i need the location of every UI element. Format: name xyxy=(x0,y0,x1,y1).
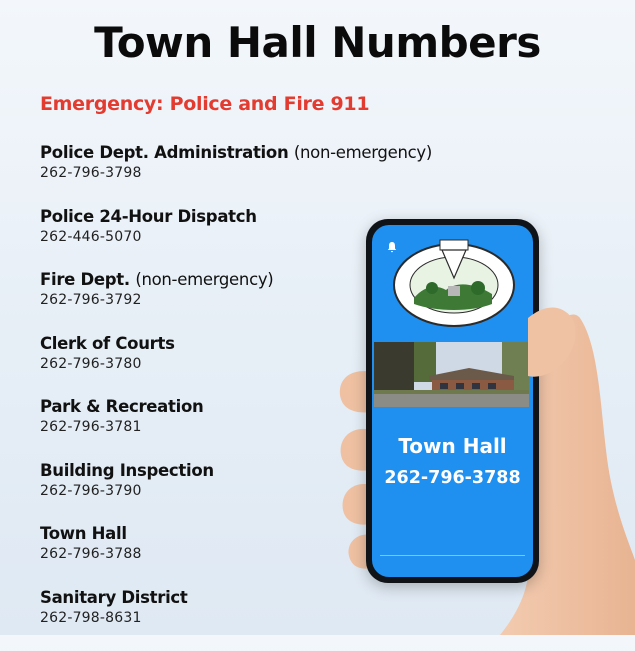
town-seal-logo xyxy=(392,238,516,328)
entry-phone[interactable]: 262-796-3790 xyxy=(40,483,432,499)
entry-name: Town Hall xyxy=(40,524,127,543)
entry-phone[interactable]: 262-796-3781 xyxy=(40,419,432,435)
entry-name: Clerk of Courts xyxy=(40,334,175,353)
entry-name: Police Dept. Administration xyxy=(40,143,288,162)
entry-name: Sanitary District xyxy=(40,588,188,607)
screen-phone-number[interactable]: 262-796-3788 xyxy=(372,468,533,488)
entry-phone[interactable]: 262-798-8631 xyxy=(40,610,432,626)
screen-divider xyxy=(380,555,525,556)
entry-note: (non-emergency) xyxy=(294,143,432,162)
entry-note: (non-emergency) xyxy=(135,270,273,289)
entry-phone[interactable]: 262-796-3792 xyxy=(40,292,432,308)
entry-phone[interactable]: 262-796-3780 xyxy=(40,356,432,372)
emergency-line: Emergency: Police and Fire 911 xyxy=(40,93,369,115)
entry-name: Park & Recreation xyxy=(40,397,203,416)
entry-name: Police 24-Hour Dispatch xyxy=(40,207,257,226)
screen-title: Town Hall xyxy=(372,434,533,458)
entry-name: Fire Dept. xyxy=(40,270,130,289)
page-title: Town Hall Numbers xyxy=(0,18,635,67)
entry-name: Building Inspection xyxy=(40,461,214,480)
entry-phone[interactable]: 262-796-3788 xyxy=(40,546,432,562)
entry-phone[interactable]: 262-446-5070 xyxy=(40,229,432,245)
entry-phone[interactable]: 262-796-3798 xyxy=(40,165,432,181)
town-hall-photo xyxy=(374,342,529,407)
phone-screen xyxy=(372,225,533,577)
phone-device xyxy=(366,219,539,583)
